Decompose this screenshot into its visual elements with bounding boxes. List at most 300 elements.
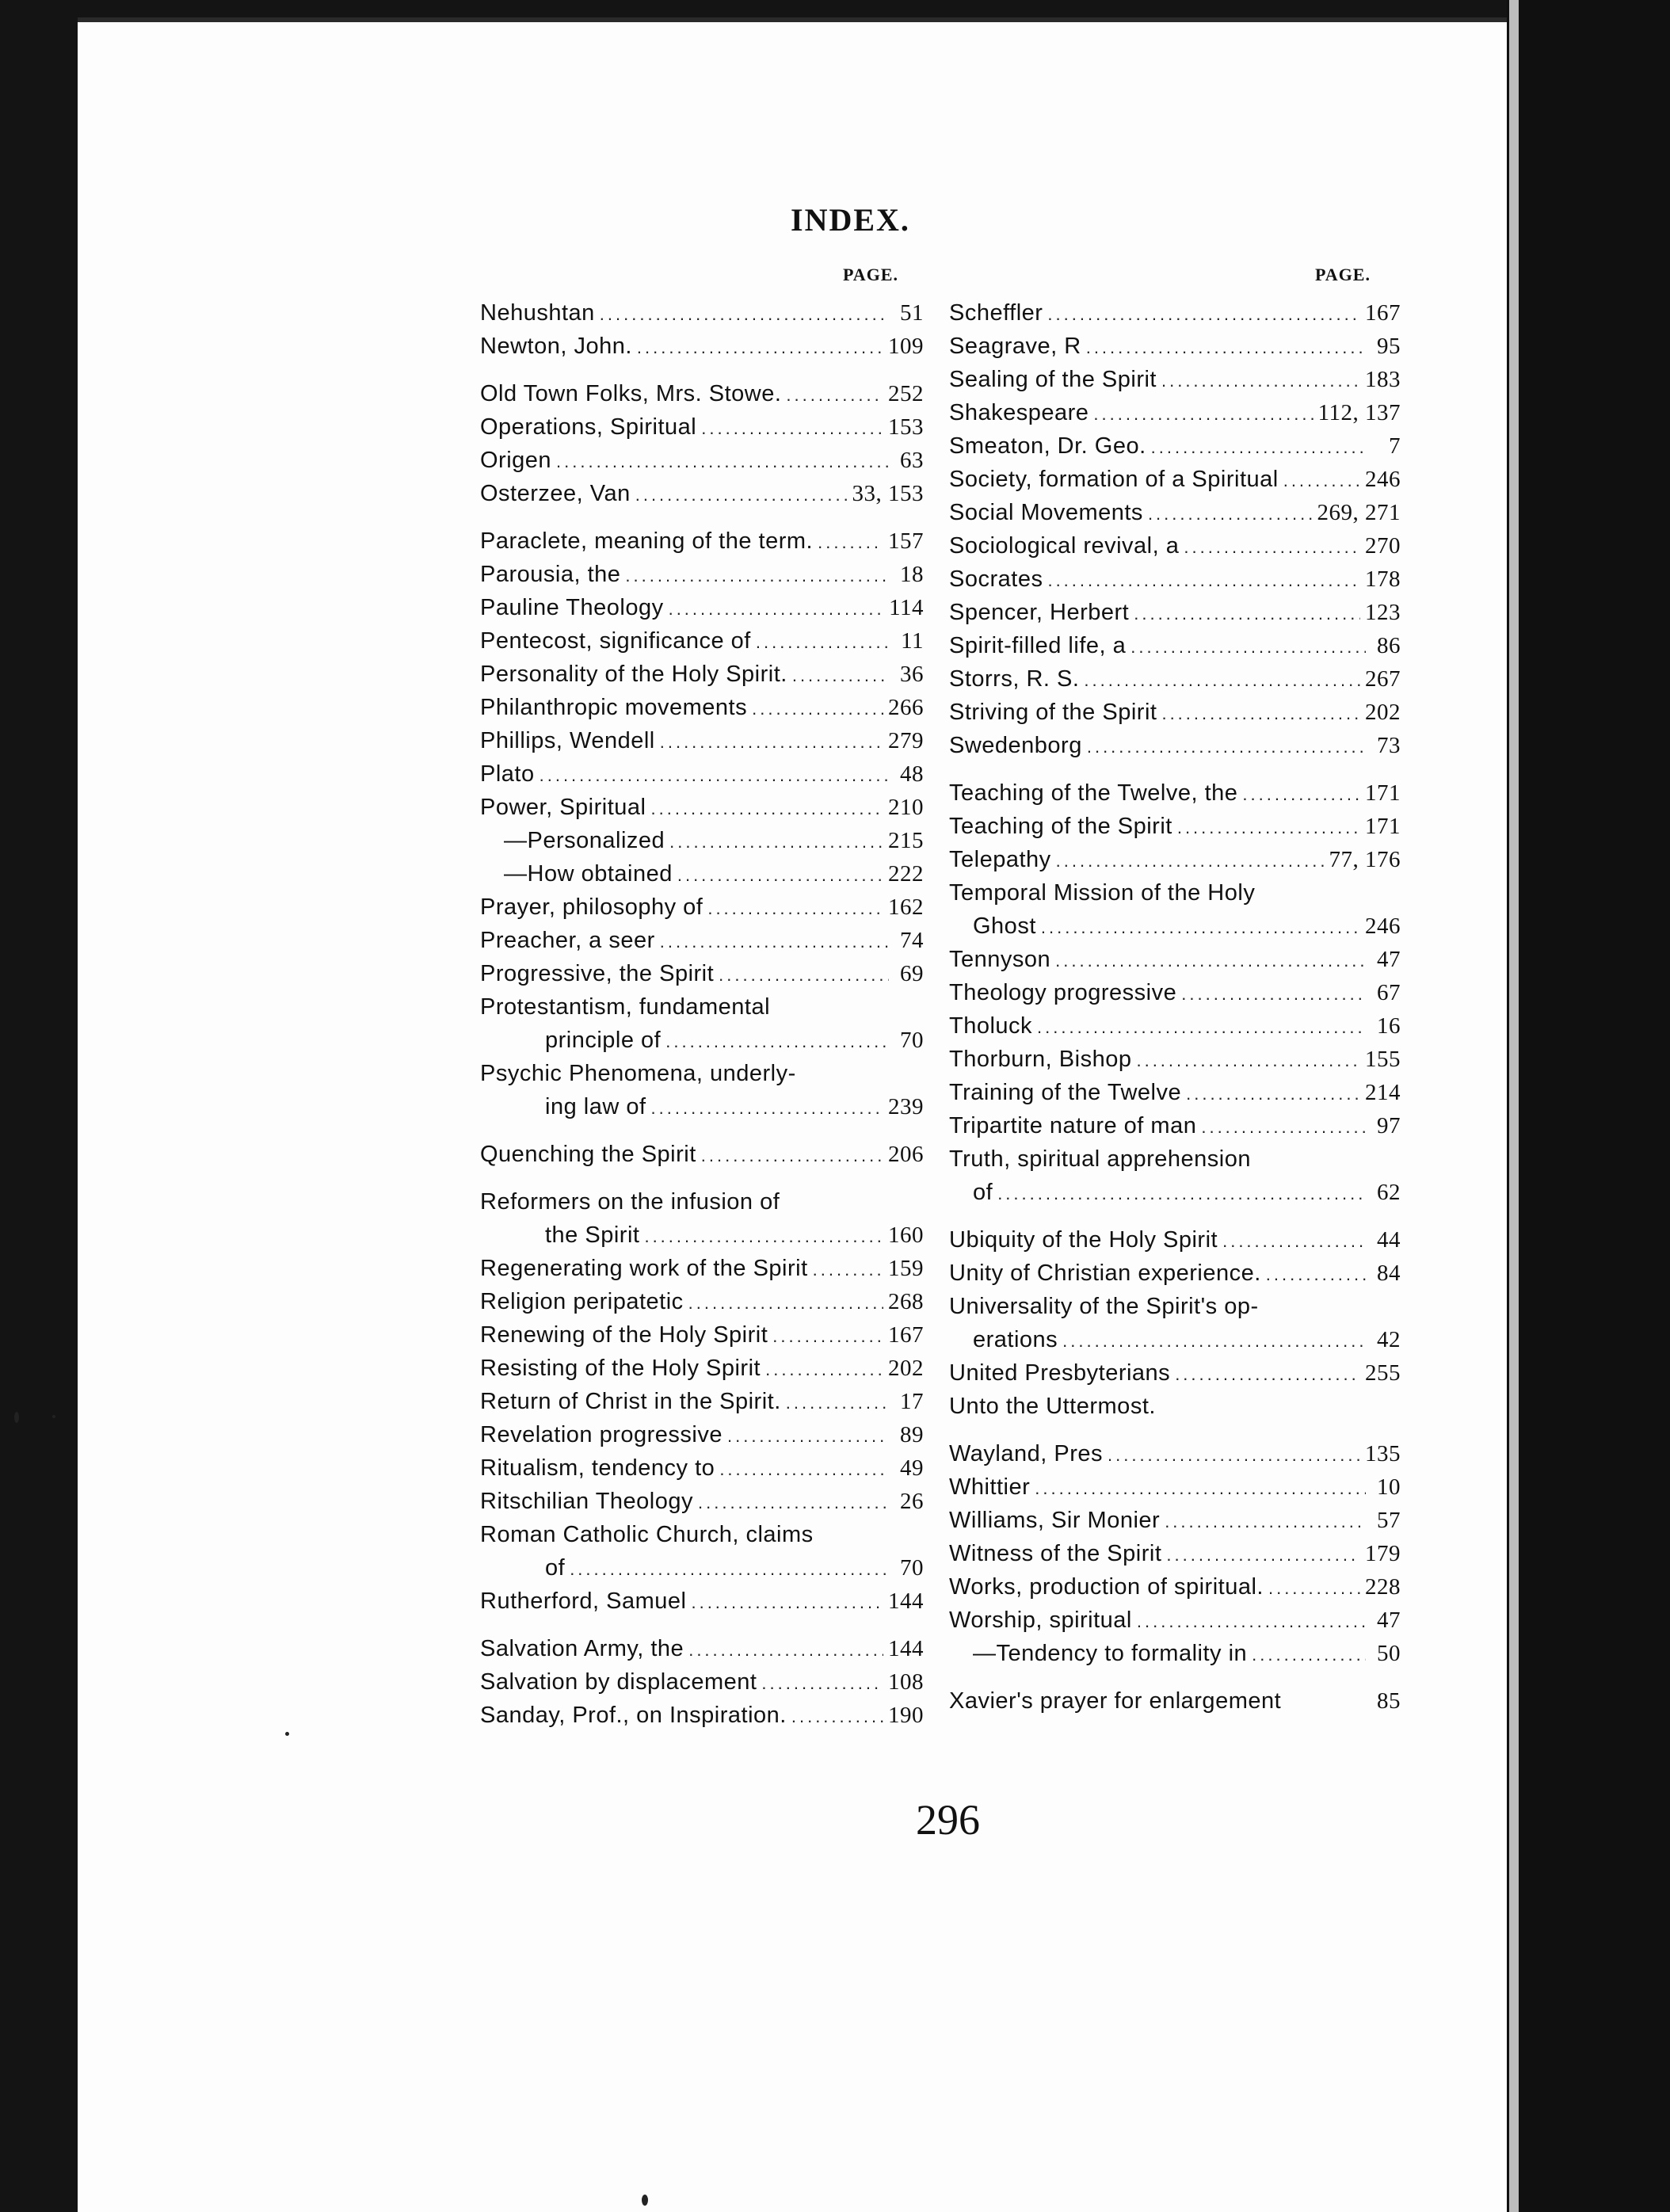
index-term: of <box>545 1555 566 1581</box>
index-term: Teaching of the Twelve, the <box>949 780 1238 806</box>
index-page-number: 89 <box>900 1422 924 1447</box>
index-page-number: 279 <box>888 728 924 753</box>
dot-leader <box>1137 1605 1366 1638</box>
index-entry <box>480 1252 924 1285</box>
index-term: Religion peripatetic <box>480 1289 684 1314</box>
index-term: Pauline Theology <box>480 595 664 620</box>
scan-speck <box>52 1415 55 1418</box>
index-term: Salvation Army, the <box>480 1636 684 1661</box>
dot-leader <box>707 892 883 925</box>
index-entry <box>949 1142 1401 1176</box>
index-entry <box>949 1356 1401 1390</box>
dot-leader <box>772 1320 883 1353</box>
index-term: Seagrave, R <box>949 334 1081 359</box>
index-page-number: 266 <box>888 695 924 720</box>
index-entry <box>949 1504 1401 1537</box>
dot-leader <box>677 859 883 892</box>
index-page-number: 112, 137 <box>1317 400 1401 425</box>
index-page-number: 270 <box>1365 533 1401 559</box>
index-term: Storrs, R. S. <box>949 666 1080 692</box>
index-term: Rutherford, Samuel <box>480 1588 687 1614</box>
index-entry <box>949 629 1401 662</box>
index-page-number: 246 <box>1365 913 1401 939</box>
index-term: the Spirit <box>545 1222 640 1248</box>
index-page-number: 153 <box>888 414 924 440</box>
index-entry <box>949 496 1401 529</box>
index-entry <box>480 1665 924 1699</box>
index-page-number: 49 <box>900 1455 924 1481</box>
index-entry <box>949 1176 1401 1209</box>
dot-leader <box>637 331 883 364</box>
index-page-number: 206 <box>888 1142 924 1167</box>
dot-leader <box>1177 811 1360 845</box>
index-page-number: 70 <box>900 1028 924 1053</box>
index-term: Social Movements <box>949 500 1143 525</box>
index-page-number: 269, 271 <box>1317 500 1401 525</box>
index-term: Personality of the Holy Spirit. <box>480 662 787 687</box>
index-page-number: 202 <box>888 1356 924 1381</box>
index-entry <box>949 1684 1401 1718</box>
index-page-number: 171 <box>1365 780 1401 806</box>
index-term: ing law of <box>545 1094 646 1119</box>
index-page-number: 57 <box>1377 1508 1401 1533</box>
index-term: erations <box>973 1327 1058 1352</box>
index-term: Scheffler <box>949 300 1043 326</box>
index-term: Spirit-filled life, a <box>949 633 1127 658</box>
index-term: Salvation by displacement <box>480 1669 757 1695</box>
index-entry <box>480 1057 924 1090</box>
index-term: Sealing of the Spirit <box>949 367 1157 392</box>
index-page-number: 18 <box>900 562 924 587</box>
dot-leader <box>791 1700 883 1733</box>
index-term: Roman Catholic Church, claims <box>480 1522 814 1547</box>
dot-leader <box>644 1220 883 1253</box>
dot-leader <box>688 1287 883 1320</box>
dot-leader <box>786 379 883 412</box>
dot-leader <box>1087 730 1366 764</box>
index-page-number: 51 <box>900 300 924 326</box>
index-term: Revelation progressive <box>480 1422 723 1447</box>
index-entry <box>949 1637 1401 1670</box>
index-entry <box>480 1632 924 1665</box>
index-term: Tholuck <box>949 1013 1033 1039</box>
index-page-number: 162 <box>888 894 924 920</box>
index-entry <box>480 377 924 410</box>
index-entry <box>480 990 924 1024</box>
index-term: Power, Spiritual <box>480 795 646 820</box>
dot-leader <box>813 1253 883 1287</box>
index-page-number: 123 <box>1365 600 1401 625</box>
index-page-number: 167 <box>888 1322 924 1348</box>
index-term: Spencer, Herbert <box>949 600 1130 625</box>
index-page-number: 228 <box>1365 1574 1401 1600</box>
index-term: —Personalized <box>504 828 665 853</box>
index-entry <box>480 444 924 477</box>
index-entry <box>480 1699 924 1732</box>
dot-leader <box>1165 1505 1366 1539</box>
dot-leader <box>625 559 889 593</box>
dot-leader <box>1186 1077 1360 1111</box>
dot-leader <box>570 1553 889 1586</box>
index-page-number: 114 <box>889 595 924 620</box>
dot-leader <box>1201 1111 1366 1144</box>
index-entry <box>949 1323 1401 1356</box>
index-page-number: 63 <box>900 448 924 473</box>
index-page-number: 239 <box>888 1094 924 1119</box>
dot-leader <box>1151 431 1366 464</box>
scan-speck <box>642 2195 648 2206</box>
index-page-number: 183 <box>1365 367 1401 392</box>
index-term: Theology progressive <box>949 980 1177 1005</box>
dot-leader <box>669 826 883 859</box>
index-entry <box>949 330 1401 363</box>
dot-leader <box>540 759 889 792</box>
dot-leader <box>1283 464 1360 498</box>
index-entry <box>949 1109 1401 1142</box>
dot-leader <box>698 1486 889 1520</box>
index-entry <box>949 1043 1401 1076</box>
index-entry <box>480 1518 924 1551</box>
index-term: Phillips, Wendell <box>480 728 655 753</box>
index-term: Truth, spiritual apprehension <box>949 1146 1251 1172</box>
index-entry <box>949 696 1401 729</box>
index-term: Osterzee, Van <box>480 481 631 506</box>
dot-leader <box>1056 845 1325 878</box>
index-page-number: 77, 176 <box>1329 847 1401 872</box>
index-term: Ghost <box>973 913 1036 939</box>
index-term: Society, formation of a Spiritual <box>949 467 1279 492</box>
index-entry <box>949 563 1401 596</box>
index-entry <box>949 429 1401 463</box>
page-edge-line <box>1509 0 1519 2212</box>
index-term: Progressive, the Spirit <box>480 961 715 986</box>
index-page-number: 222 <box>888 861 924 887</box>
index-page-number: 252 <box>888 381 924 406</box>
index-page-number: 157 <box>888 528 924 554</box>
index-page-number: 11 <box>901 628 924 654</box>
index-term: —How obtained <box>504 861 673 887</box>
index-page-number: 16 <box>1377 1013 1401 1039</box>
dot-leader <box>556 445 889 479</box>
index-page-number: 42 <box>1377 1327 1401 1352</box>
dot-leader <box>701 1139 883 1173</box>
book-page <box>78 17 1507 2212</box>
index-entry <box>480 957 924 990</box>
index-page-number: 210 <box>888 795 924 820</box>
index-term: Newton, John. <box>480 334 632 359</box>
index-entry <box>480 924 924 957</box>
index-page-number: 268 <box>888 1289 924 1314</box>
dot-leader <box>1166 1539 1360 1572</box>
dot-leader <box>1161 364 1360 398</box>
index-column-left <box>480 296 924 1732</box>
index-entry <box>949 810 1401 843</box>
dot-leader <box>997 1177 1366 1211</box>
index-page-number: 214 <box>1365 1080 1401 1105</box>
dot-leader <box>1047 564 1360 597</box>
dot-leader <box>761 1667 883 1700</box>
dot-leader <box>792 659 889 692</box>
index-term: Unto the Uttermost. <box>949 1394 1156 1419</box>
index-term: Nehushtan <box>480 300 595 326</box>
dot-leader <box>651 1092 883 1125</box>
index-term: Teaching of the Spirit <box>949 814 1172 839</box>
index-term: Universality of the Spirit's op- <box>949 1294 1259 1319</box>
index-term: Preacher, a seer <box>480 928 655 953</box>
index-page-number: 202 <box>1365 700 1401 725</box>
index-entry <box>480 757 924 791</box>
index-entry <box>480 524 924 558</box>
dot-leader <box>669 593 884 626</box>
index-term: Unity of Christian experience. <box>949 1260 1261 1286</box>
index-entry <box>480 857 924 891</box>
index-term: Tennyson <box>949 947 1051 972</box>
index-page-number: 178 <box>1365 566 1401 592</box>
index-term: Shakespeare <box>949 400 1089 425</box>
index-page-number: 109 <box>888 334 924 359</box>
index-page-number: 167 <box>1365 300 1401 326</box>
index-entry <box>949 910 1401 943</box>
index-page-number: 144 <box>888 1588 924 1614</box>
dot-leader <box>1266 1258 1366 1291</box>
index-term: Sociological revival, a <box>949 533 1180 559</box>
index-term: Renewing of the Holy Spirit <box>480 1322 768 1348</box>
index-page-number: 97 <box>1377 1113 1401 1138</box>
index-page-number: 47 <box>1377 1608 1401 1633</box>
dot-leader <box>765 1353 883 1386</box>
dot-leader <box>691 1586 883 1619</box>
dot-leader <box>1093 398 1313 431</box>
dot-leader <box>1108 1439 1360 1472</box>
index-page-number: 267 <box>1365 666 1401 692</box>
index-entry <box>949 976 1401 1009</box>
index-entry <box>949 1470 1401 1504</box>
index-column-right <box>949 296 1401 1718</box>
index-page-number: 215 <box>888 828 924 853</box>
index-entry <box>949 1437 1401 1470</box>
index-entry <box>480 658 924 691</box>
dot-leader <box>1134 597 1360 631</box>
index-page-number: 159 <box>888 1256 924 1281</box>
dot-leader <box>635 479 848 512</box>
dot-leader <box>1181 978 1366 1011</box>
index-term: Sanday, Prof., on Inspiration. <box>480 1703 787 1728</box>
index-page-number: 74 <box>900 928 924 953</box>
index-entry <box>949 876 1401 910</box>
dot-leader <box>719 1453 889 1486</box>
index-entry <box>949 463 1401 496</box>
dot-leader <box>651 792 884 826</box>
index-term: Origen <box>480 448 552 473</box>
index-entry <box>480 330 924 363</box>
index-term: Ubiquity of the Holy Spirit <box>949 1227 1218 1253</box>
index-entry <box>480 1418 924 1451</box>
index-entry <box>949 776 1401 810</box>
index-page-number: 160 <box>888 1222 924 1248</box>
index-entry <box>949 1223 1401 1257</box>
dot-leader <box>1136 1044 1360 1077</box>
dot-leader <box>1222 1225 1366 1258</box>
index-entry <box>949 296 1401 330</box>
index-term: Return of Christ in the Spirit. <box>480 1389 781 1414</box>
index-entry <box>480 1285 924 1318</box>
index-term: Pentecost, significance of <box>480 628 751 654</box>
index-entry <box>949 363 1401 396</box>
dot-leader <box>756 626 889 659</box>
index-page-number: 144 <box>888 1636 924 1661</box>
index-term: principle of <box>545 1028 662 1053</box>
index-page-number: 135 <box>1365 1441 1401 1466</box>
index-term: Operations, Spiritual <box>480 414 697 440</box>
index-page-number: 36 <box>900 662 924 687</box>
index-entry <box>480 1138 924 1171</box>
dot-leader <box>818 526 883 559</box>
index-page-number: 155 <box>1365 1047 1401 1072</box>
index-entry <box>480 624 924 658</box>
index-term: Training of the Twelve <box>949 1080 1182 1105</box>
index-page-number: 50 <box>1377 1641 1401 1666</box>
index-term: of <box>973 1180 993 1205</box>
dot-leader <box>660 925 889 959</box>
page-edge-shadow <box>1507 0 1670 2212</box>
index-term: Plato <box>480 761 535 787</box>
page-number: 296 <box>916 1796 980 1844</box>
index-term: Smeaton, Dr. Geo. <box>949 433 1146 459</box>
index-page-number: 44 <box>1377 1227 1401 1253</box>
index-entry <box>480 410 924 444</box>
index-term: Protestantism, fundamental <box>480 994 771 1020</box>
dot-leader <box>660 726 883 759</box>
index-page-number: 67 <box>1377 980 1401 1005</box>
dot-leader <box>701 412 883 445</box>
index-page-number: 10 <box>1377 1474 1401 1500</box>
dot-leader <box>786 1386 889 1420</box>
index-term: Witness of the Spirit <box>949 1541 1162 1566</box>
index-term: Philanthropic movements <box>480 695 748 720</box>
index-page-number: 246 <box>1365 467 1401 492</box>
index-entry <box>480 1385 924 1418</box>
index-term: Old Town Folks, Mrs. Stowe. <box>480 381 782 406</box>
index-entry <box>480 296 924 330</box>
dot-leader <box>1242 778 1360 811</box>
index-entry <box>949 1257 1401 1290</box>
dot-leader <box>1041 911 1360 944</box>
index-entry <box>480 891 924 924</box>
index-entry <box>949 1604 1401 1637</box>
index-term: Psychic Phenomena, underly- <box>480 1061 796 1086</box>
index-page-number: 48 <box>900 761 924 787</box>
dot-leader <box>1268 1572 1360 1605</box>
scan-speck <box>285 1732 289 1736</box>
index-entry <box>949 529 1401 563</box>
index-term: Xavier's prayer for enlargement <box>949 1688 1282 1714</box>
index-page-number: 47 <box>1377 947 1401 972</box>
index-entry <box>480 1485 924 1518</box>
index-term: Tripartite nature of man <box>949 1113 1197 1138</box>
index-term: Paraclete, meaning of the term. <box>480 528 814 554</box>
dot-leader <box>727 1420 889 1453</box>
index-entry <box>949 1537 1401 1570</box>
dot-leader <box>600 298 889 331</box>
index-page-number: 179 <box>1365 1541 1401 1566</box>
index-page-number: 255 <box>1365 1360 1401 1386</box>
index-entry <box>480 791 924 824</box>
index-entry <box>480 1451 924 1485</box>
index-entry <box>949 1076 1401 1109</box>
index-term: Reformers on the infusion of <box>480 1189 780 1215</box>
index-page-number: 84 <box>1377 1260 1401 1286</box>
index-page-number: 95 <box>1377 334 1401 359</box>
left-column-heading: PAGE. <box>843 265 898 284</box>
index-term: Worship, spiritual <box>949 1608 1132 1633</box>
index-term: Thorburn, Bishop <box>949 1047 1132 1072</box>
index-entry <box>480 1185 924 1219</box>
index-page-number: 86 <box>1377 633 1401 658</box>
index-entry <box>949 1009 1401 1043</box>
index-page-number: 190 <box>888 1703 924 1728</box>
index-page-number: 62 <box>1377 1180 1401 1205</box>
index-term: —Tendency to formality in <box>973 1641 1248 1666</box>
index-term: Works, production of spiritual. <box>949 1574 1264 1600</box>
index-entry <box>949 729 1401 762</box>
dot-leader <box>1130 631 1366 664</box>
dot-leader <box>1252 1638 1366 1672</box>
index-entry <box>480 1024 924 1057</box>
dot-leader <box>1184 531 1360 564</box>
index-term: United Presbyterians <box>949 1360 1171 1386</box>
index-page-number: 33, 153 <box>852 481 924 506</box>
index-page-number: 171 <box>1365 814 1401 839</box>
index-entry <box>480 558 924 591</box>
index-page-number: 17 <box>900 1389 924 1414</box>
dot-leader <box>1047 298 1360 331</box>
index-term: Ritschilian Theology <box>480 1489 693 1514</box>
dot-leader <box>1161 697 1360 730</box>
index-entry <box>480 477 924 510</box>
index-page-number: 69 <box>900 961 924 986</box>
index-page-number: 26 <box>900 1489 924 1514</box>
dot-leader <box>1175 1358 1360 1391</box>
index-entry <box>949 596 1401 629</box>
index-page-number: 7 <box>1389 433 1401 459</box>
index-term: Quenching the Spirit <box>480 1142 696 1167</box>
index-term: Parousia, the <box>480 562 621 587</box>
dot-leader <box>1084 664 1360 697</box>
index-entry <box>480 1318 924 1352</box>
index-term: Striving of the Spirit <box>949 700 1157 725</box>
index-term: Ritualism, tendency to <box>480 1455 715 1481</box>
dot-leader <box>719 959 889 992</box>
index-term: Regenerating work of the Spirit <box>480 1256 808 1281</box>
index-entry <box>480 1352 924 1385</box>
page-title: INDEX. <box>791 202 910 238</box>
index-page-number: 85 <box>1377 1688 1401 1714</box>
index-term: Whittier <box>949 1474 1031 1500</box>
index-entry <box>949 943 1401 976</box>
index-term: Swedenborg <box>949 733 1082 758</box>
index-entry <box>480 724 924 757</box>
index-entry <box>480 1219 924 1252</box>
index-entry <box>480 1551 924 1585</box>
dot-leader <box>1148 498 1313 531</box>
index-entry <box>949 1570 1401 1604</box>
dot-leader <box>1035 1472 1366 1505</box>
index-page-number: 70 <box>900 1555 924 1581</box>
dot-leader <box>1037 1011 1366 1044</box>
dot-leader <box>665 1025 889 1058</box>
index-term: Socrates <box>949 566 1043 592</box>
index-entry <box>480 691 924 724</box>
